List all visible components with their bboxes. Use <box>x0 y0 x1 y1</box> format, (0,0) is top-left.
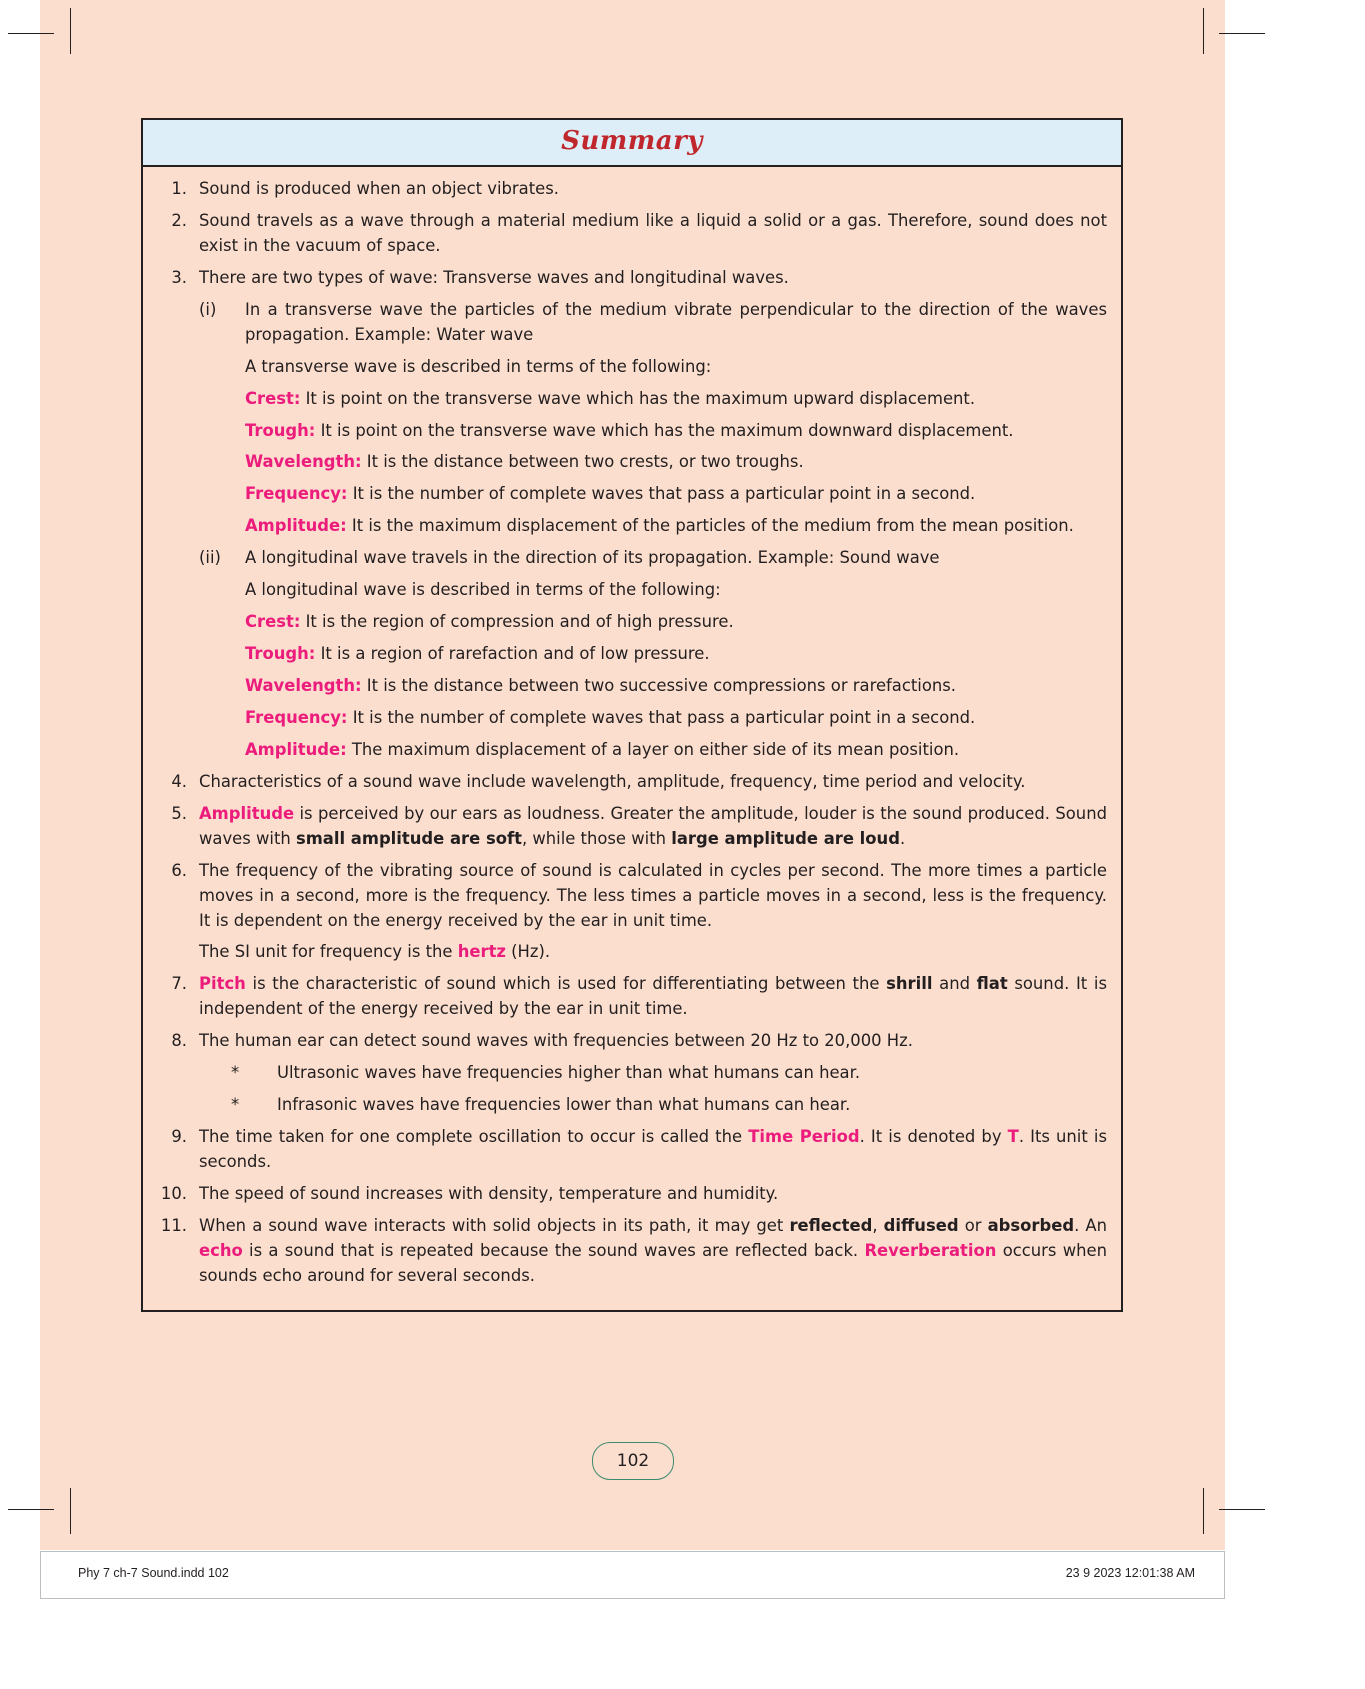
definition-crest-longitudinal <box>155 610 1107 635</box>
definition-term: Trough: <box>245 644 316 664</box>
list-item <box>155 859 1107 934</box>
definition-trough-transverse <box>155 419 1107 444</box>
list-item <box>155 802 1107 852</box>
definition-body: The maximum displacement of a layer on either side of its mean position. <box>346 739 960 759</box>
bold-large-amplitude: large amplitude are loud <box>671 828 900 848</box>
definition-crest-transverse <box>155 387 1107 412</box>
list-item-number: 8. <box>171 1031 187 1051</box>
text-fragment: . An <box>1074 1215 1108 1235</box>
definition-amplitude-transverse <box>155 514 1107 539</box>
text-fragment: is the characteristic of sound which is used for differentiating between the <box>245 974 887 994</box>
sub-list-marker: (ii) <box>199 548 221 568</box>
list-item <box>155 1125 1107 1175</box>
list-item-text <box>199 972 1107 1022</box>
crop-mark <box>8 33 54 34</box>
text-fragment: , while those with <box>521 828 672 848</box>
definition-term: Crest: <box>245 388 301 408</box>
text-fragment: . It is denoted by <box>859 1127 1008 1147</box>
summary-content <box>143 167 1121 1310</box>
text-fragment: is a sound that is repeated because the sound waves are reflected back. <box>242 1240 865 1260</box>
star-marker: * <box>231 1095 240 1115</box>
footer-divider <box>40 1552 41 1598</box>
list-item-number: 4. <box>171 771 187 791</box>
footer-timestamp: 23 9 2023 12:01:38 AM <box>1065 1566 1195 1580</box>
definition-term: Wavelength: <box>245 676 362 695</box>
crop-mark <box>8 1509 54 1510</box>
star-marker: * <box>231 1063 240 1083</box>
definition-body: It is the number of complete waves that pass a particular point in a second. <box>347 484 976 504</box>
list-item-text: Sound is produced when an object vibrates. <box>199 179 559 198</box>
list-item-number: 10. <box>160 1183 187 1203</box>
list-item-text: The speed of sound increases with density, temperature and humidity. <box>199 1183 779 1203</box>
list-item <box>155 209 1107 259</box>
definition-term: Trough: <box>245 420 316 440</box>
list-item-number: 6. <box>171 860 187 880</box>
list-item <box>155 1029 1107 1054</box>
text-fragment: , <box>872 1215 884 1235</box>
sub-list-item-i <box>155 298 1107 348</box>
footer-filename: Phy 7 ch-7 Sound.indd 102 <box>78 1566 229 1580</box>
highlight-amplitude: Amplitude <box>199 803 295 823</box>
text-fragment: The time taken for one complete oscillation to occur is called the <box>199 1127 749 1147</box>
list-item <box>155 1182 1107 1207</box>
text-fragment: . <box>899 828 906 848</box>
sub-list-item-ii <box>155 546 1107 571</box>
crop-mark <box>70 1488 71 1534</box>
list-item <box>155 266 1107 291</box>
text-fragment: The SI unit for frequency is the <box>199 942 458 962</box>
list-item-text <box>199 802 1107 852</box>
bold-small-amplitude: small amplitude are soft <box>295 828 522 848</box>
list-item-text: The human ear can detect sound waves with frequencies between 20 Hz to 20,000 Hz. <box>199 1031 913 1051</box>
list-item-text: The frequency of the vibrating source of sound is calculated in cycles per second. The more times a particle moves in a second, more is the frequency. The less times a particle moves in a second, less is the frequency. It is dependent on the energy received by the ear in unit time. <box>199 860 1107 930</box>
definition-term: Amplitude: <box>245 516 347 536</box>
list-item <box>155 177 1107 202</box>
list-item-number: 5. <box>171 803 187 823</box>
list-item-text: Sound travels as a wave through a material medium like a liquid a solid or a gas. Therefore, sound does not exist in the vacuum of space. <box>199 210 1107 255</box>
bold-reflected: reflected <box>789 1215 873 1235</box>
list-item <box>155 770 1107 795</box>
page-number: 102 <box>616 1451 650 1471</box>
summary-header <box>143 120 1121 167</box>
bold-diffused: diffused <box>883 1215 959 1235</box>
definition-body: It is the region of compression and of high pressure. <box>300 612 734 632</box>
text-fragment: is perceived by our ears as loudness. Greater the amplitude, louder is the sound produced. Sound waves with <box>199 803 1107 848</box>
longitudinal-intro: A longitudinal wave is described in terms of the following: <box>245 580 721 600</box>
text-fragment: occurs when sounds echo around for several seconds. <box>199 1240 1107 1285</box>
star-item-infrasonic <box>155 1093 1107 1118</box>
star-text: Infrasonic waves have frequencies lower than what humans can hear. <box>277 1095 851 1115</box>
transverse-intro: A transverse wave is described in terms of the following: <box>245 356 712 376</box>
definition-term: Frequency: <box>245 707 348 727</box>
definition-trough-longitudinal <box>155 642 1107 667</box>
list-item-number: 7. <box>171 974 187 994</box>
definition-wavelength-longitudinal <box>155 674 1107 699</box>
list-item-number: 11. <box>160 1215 187 1235</box>
sub-list-marker: (i) <box>199 299 217 319</box>
text-fragment: and <box>932 974 977 994</box>
highlight-reverberation: Reverberation <box>864 1240 997 1260</box>
list-item-number: 2. <box>171 210 187 230</box>
print-footer <box>40 1551 1225 1599</box>
definition-body: It is the distance between two crests, or two troughs. <box>361 452 804 472</box>
crop-mark <box>1219 33 1265 34</box>
list-item-number: 1. <box>171 179 187 198</box>
page-title: Summary <box>561 126 703 156</box>
definition-term: Wavelength: <box>245 452 362 472</box>
list-item-text <box>199 1214 1107 1289</box>
sub-list-text: A longitudinal wave travels in the direction of its propagation. Example: Sound wave <box>245 548 940 568</box>
crop-mark <box>1219 1509 1265 1510</box>
text-fragment: sound. It is independent of the energy received by the ear in unit time. <box>199 974 1107 1019</box>
crop-mark <box>1203 1488 1204 1534</box>
si-unit-line <box>155 940 1107 965</box>
text-fragment: When a sound wave interacts with solid objects in its path, it may get <box>199 1215 790 1235</box>
star-item-ultrasonic <box>155 1061 1107 1086</box>
highlight-hertz: hertz <box>457 942 506 962</box>
list-item-number: 9. <box>171 1127 187 1147</box>
highlight-symbol-t: T <box>1007 1127 1019 1147</box>
text-fragment: or <box>958 1215 988 1235</box>
list-item <box>155 1214 1107 1289</box>
page-number-badge <box>592 1442 674 1480</box>
bold-absorbed: absorbed <box>987 1215 1075 1235</box>
bold-flat: flat <box>976 974 1008 994</box>
definition-body: It is the maximum displacement of the particles of the medium from the mean position. <box>346 516 1074 536</box>
definition-body: It is a region of rarefaction and of low pressure. <box>315 644 710 664</box>
crop-mark <box>1203 8 1204 54</box>
definition-term: Amplitude: <box>245 739 347 759</box>
highlight-echo: echo <box>199 1240 243 1260</box>
definition-body: It is point on the transverse wave which has the maximum upward displacement. <box>300 388 976 408</box>
crop-mark <box>70 8 71 54</box>
summary-box <box>141 118 1123 1312</box>
definition-body: It is the distance between two successive compressions or rarefactions. <box>361 676 957 695</box>
bold-shrill: shrill <box>886 974 933 994</box>
text-fragment: . Its unit is seconds. <box>199 1127 1107 1171</box>
list-item-number: 3. <box>171 267 187 287</box>
list-item-text: Characteristics of a sound wave include wavelength, amplitude, frequency, time period and velocity. <box>199 771 1026 791</box>
definition-body: It is the number of complete waves that pass a particular point in a second. <box>347 707 976 727</box>
list-item-text: There are two types of wave: Transverse waves and longitudinal waves. <box>199 267 789 287</box>
sub-list-text: In a transverse wave the particles of the medium vibrate perpendicular to the direction of the waves propagation. Example: Water wave <box>245 299 1107 344</box>
list-item-text <box>199 1125 1107 1175</box>
definition-term: Crest: <box>245 612 301 632</box>
definition-body: It is point on the transverse wave which has the maximum downward displacement. <box>315 420 1014 440</box>
definition-term: Frequency: <box>245 484 348 504</box>
text-fragment: (Hz). <box>505 942 551 962</box>
star-text: Ultrasonic waves have frequencies higher than what humans can hear. <box>277 1063 861 1083</box>
list-item <box>155 972 1107 1022</box>
highlight-time-period: Time Period <box>748 1127 860 1147</box>
highlight-pitch: Pitch <box>199 974 246 994</box>
definition-frequency-longitudinal <box>155 706 1107 731</box>
definition-wavelength-transverse <box>155 450 1107 475</box>
definition-amplitude-longitudinal <box>155 738 1107 763</box>
footer-divider <box>1224 1552 1225 1598</box>
definition-frequency-transverse <box>155 482 1107 507</box>
